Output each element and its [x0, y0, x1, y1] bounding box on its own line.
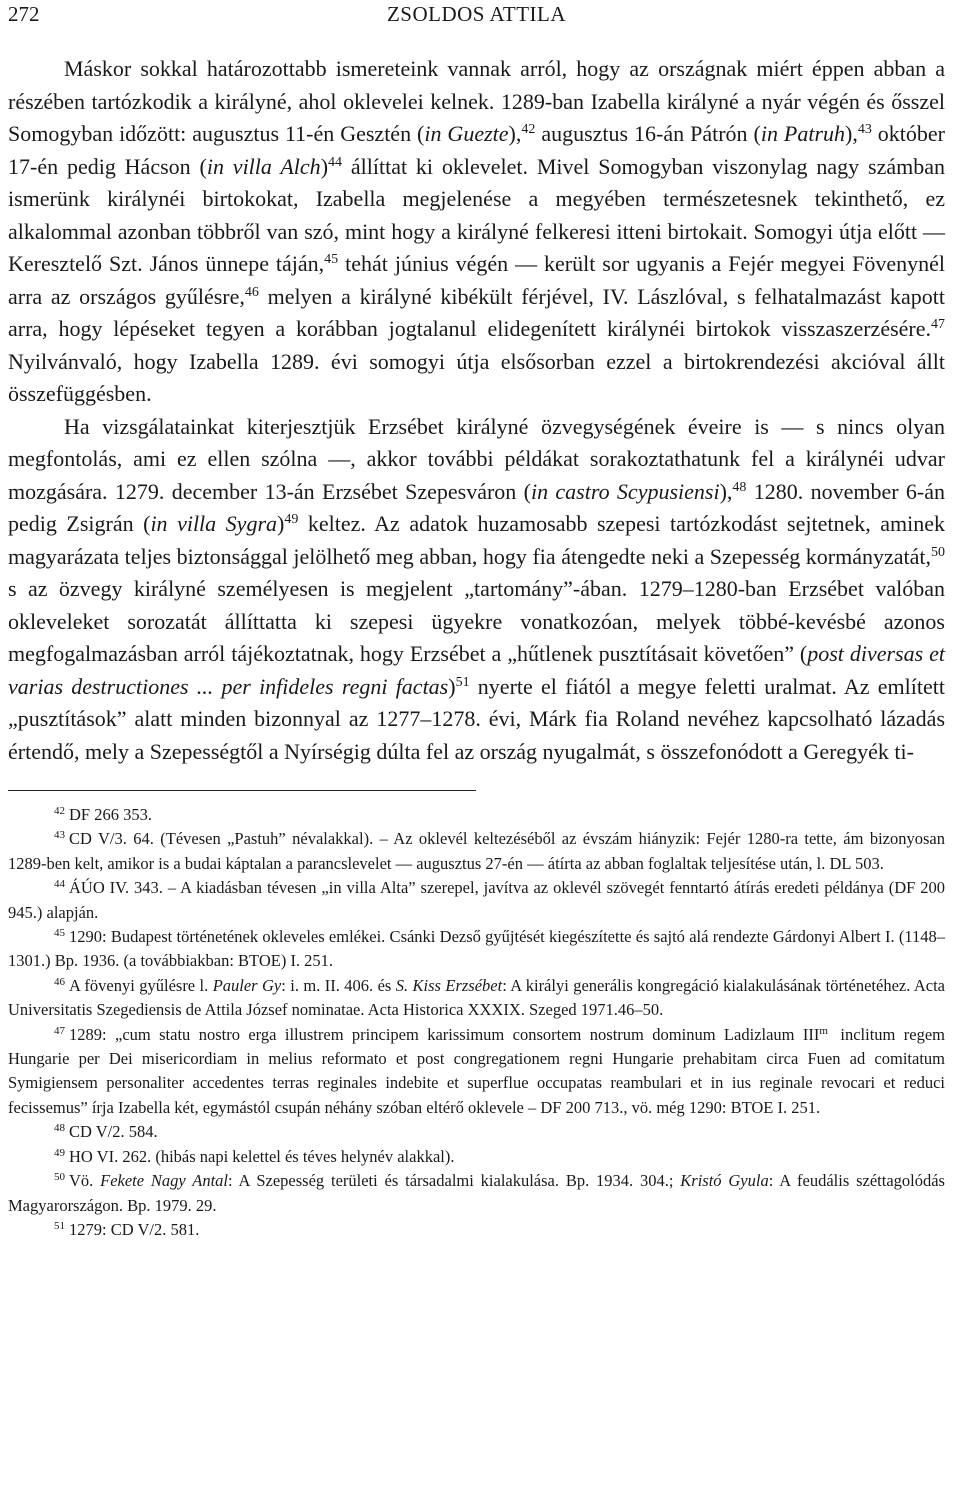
footnote-reference: 46 [244, 284, 259, 300]
text-run: állíttat ki oklevelet. Mivel Somogyban viszonylag nagy számban ismerünk királynéi birtokokat, Izabella megjelenése a megyében természetesnek tekinthető, ez alkalommal azonban többről van szó, mint hogy a királyné felkeresi itteni birtokait. Somogyi útja előtt — Keresztelő Szt. János ünnepe táján, [8, 153, 945, 276]
text-run: ) [277, 511, 285, 536]
text-run: melyen a királyné kibékült férjével, IV. Lászlóval, s felhatalmazást kapott arra, hogy lépéseket tegyen a korábban jogtalanul elidegenített királynéi birtokok visszaszerzésére. [8, 283, 946, 341]
italic-text: Fekete Nagy Antal [100, 1171, 229, 1191]
footnote-reference: 49 [284, 512, 299, 527]
text-run: : i. m. II. 406. és [281, 975, 396, 995]
paragraph [8, 411, 945, 769]
text-run: Vö. [69, 1171, 101, 1191]
footnote-reference: 44 [328, 154, 343, 170]
italic-text: in Patruh [760, 121, 846, 146]
text-run: s az özvegy királyné személyesen is megjelent „tartomány”-ában. 1279–1280-ban Erzsébet valóban okleveleket sorozatát állíttatta ki szepesi ügyekre vonatkozóan, melyek többé-kevésbé azonos megfogalmazásban arról tájékoztatnak, hogy Erzsébet a „hűtlenek pusztításait követően” ( [8, 576, 945, 666]
text-run: HO VI. 262. (hibás napi kelettel és téves helynév alakkal). [69, 1146, 455, 1166]
running-head: ZSOLDOS ATTILA [386, 2, 567, 26]
footnote-reference: 47 [931, 317, 945, 332]
italic-text: Kristó Gyula [680, 1171, 769, 1191]
italic-text: S. Kiss Erzsébet [395, 975, 503, 995]
italic-text: in castro Scypusiensi [530, 478, 720, 504]
text-run: 1289: „cum statu nostro erga illustrem principem karissimum consortem nostrum dominum Ladizlaum III [69, 1024, 820, 1044]
text-run: ÁÚO IV. 343. – A kiadásban tévesen „in villa Alta” szerepel, javítva az oklevél szövegét fenntartó átírás eredeti példánya (DF 200 945.) alapján. [8, 878, 945, 922]
footnote [8, 827, 945, 876]
text-run: : A feudális széttagolódás Magyarországon. Bp. 1979. 29. [8, 1171, 945, 1215]
footnote-number: 47 [54, 1024, 65, 1037]
text-run: keltez. Az adatok huzamosabb szepesi tartózkodást sejtetnek, aminek magyarázata teljes biztonsággal jelölhető meg abban, hogy fia átengedte neki a Szepesség kormányzatát, [8, 511, 946, 569]
footnote-reference: 50 [931, 544, 945, 560]
text-run: augusztus 16-án Pátrón ( [535, 121, 761, 146]
footnote-reference: 51 [455, 674, 470, 690]
italic-text: in villa Alch [206, 153, 321, 179]
footnote [8, 974, 945, 1023]
footnote [8, 1120, 945, 1144]
footnote-reference: 42 [521, 122, 536, 137]
text-run: 1290: Budapest történetének okleveles emlékei. Csánki Dezső gyűjtését kiegészítette és sajtó alá rendezte Gárdonyi Albert I. (1148–1301.) Bp. 1936. (a továbbiakban: BTOE) I. 251. [8, 927, 945, 971]
text-run: ), [719, 478, 733, 504]
text-run: Nyilvánvaló, hogy Izabella 1289. évi somogyi útja elsősorban ezzel a birtokrendezési akcióval állt összefüggésben. [8, 348, 945, 406]
text-run: : A királyi generális kongregáció kialakulásának történetéhez. Acta Universitatis Szegediensis de Attila József nominatae. Acta Historica XXXIX. Szeged 1971.46–50. [8, 975, 945, 1020]
footnote [8, 803, 945, 827]
text-run: DF 266 353. [69, 805, 152, 824]
footnote [8, 876, 945, 925]
text-run: 1279: CD V/2. 581. [69, 1219, 200, 1239]
italic-text: Pauler Gy [212, 975, 282, 995]
paragraph [8, 53, 945, 411]
text-run: 1280. november 6-án pedig Zsigrán ( [8, 478, 945, 536]
footnote-reference: m [819, 1024, 828, 1037]
text-run: A fövenyi gyűlésre l. [69, 975, 213, 995]
text-run: : A Szepesség területi és társadalmi kialakulása. Bp. 1934. 304.; [228, 1171, 681, 1191]
footnote-number: 43 [54, 829, 65, 842]
footnote-number: 44 [54, 878, 65, 891]
main-text [8, 53, 945, 768]
page-number: 272 [8, 2, 40, 26]
italic-text: in villa Sygra [150, 511, 278, 536]
text-run: ), [508, 121, 522, 146]
footnote [8, 925, 945, 974]
footnote-reference: 45 [324, 252, 339, 267]
footnote-number: 42 [54, 805, 65, 817]
text-run: nyerte el fiától a megye feletti uralmat. Az említett „pusztítások” alatt minden bizonnyal az 1277–1278. évi, Márk fia Roland nevéhez kapcsolható lázadás értendő, mely a Szepességtől a Nyírségig dúlta fel az ország nyugalmát, s összefonódott a Geregyék ti- [8, 673, 945, 764]
text-run: ) [320, 153, 329, 179]
footnote-number: 50 [54, 1171, 65, 1184]
text-run: ) [448, 673, 456, 699]
footnote-number: 51 [54, 1219, 65, 1232]
footnote [8, 1145, 945, 1169]
footnote-number: 46 [54, 975, 65, 988]
text-run: tehát június végén — került sor ugyanis a Fejér megyei Fövenynél arra az országos gyűlésre, [8, 251, 946, 309]
italic-text: post diversas et varias destructiones ... per infideles regni factas [8, 641, 945, 699]
footnote-number: 45 [54, 927, 65, 940]
footnotes [8, 803, 945, 1242]
footnote-number: 49 [54, 1146, 65, 1159]
text-run: Máskor sokkal határozottabb ismereteink vannak arról, hogy az országnak miért éppen abban a részében tartózkodik a királyné, ahol oklevelei kelnek. 1289-ban Izabella királyné a nyár végén és ősszel Somogyban időzött: augusztus 11-én Gesztén ( [8, 56, 945, 146]
italic-text: in Guezte [424, 121, 509, 146]
page-header [8, 0, 945, 38]
footnote [8, 1023, 945, 1121]
text-run: CD V/3. 64. (Tévesen „Pastuh” névalakkal). – Az oklevél keltezéséből az évszám hiányzik: Fejér 1280-ra tette, ám bizonyosan 1289-ben kelt, amikor is a budai káptalan a parancslevelet — augusztus 27-én — átírta az abban foglaltak teljesítése után, l. DL 503. [8, 829, 945, 873]
footnote [8, 1169, 945, 1218]
footnote-number: 48 [54, 1122, 65, 1135]
text-run: október 17-én pedig Hácson ( [8, 121, 946, 179]
footnote-reference: 48 [732, 479, 747, 495]
footnote-divider [8, 790, 476, 791]
text-run: inclitum regem Hungarie per Dei misericordiam in melius reformato et post congregationem regni Hungarie prehabitam circa Fuen ad comitatum Symigiensem personaliter accedentes terras reginales indebite et superflue occupatas reambulari et in ius reginale revocari et reduci fecissemus” írja Izabella két, egymástól csupán néhány szóban eltérő oklevele – DF 200 713., vö. még 1290: BTOE I. 251. [8, 1024, 945, 1117]
text-run: CD V/2. 584. [69, 1122, 158, 1142]
footnote [8, 1218, 945, 1242]
footnote-reference: 43 [857, 122, 872, 137]
text-run: ), [845, 121, 858, 146]
text-run: Ha vizsgálatainkat kiterjesztjük Erzsébet királyné özvegységének éveire is — s nincs olyan megfontolás, ami ez ellen szólna —, akkor további példákat sorakoztathatunk fel a királynéi udvar mozgására. 1279. december 13-án Erzsébet Szepesváron ( [8, 413, 945, 504]
